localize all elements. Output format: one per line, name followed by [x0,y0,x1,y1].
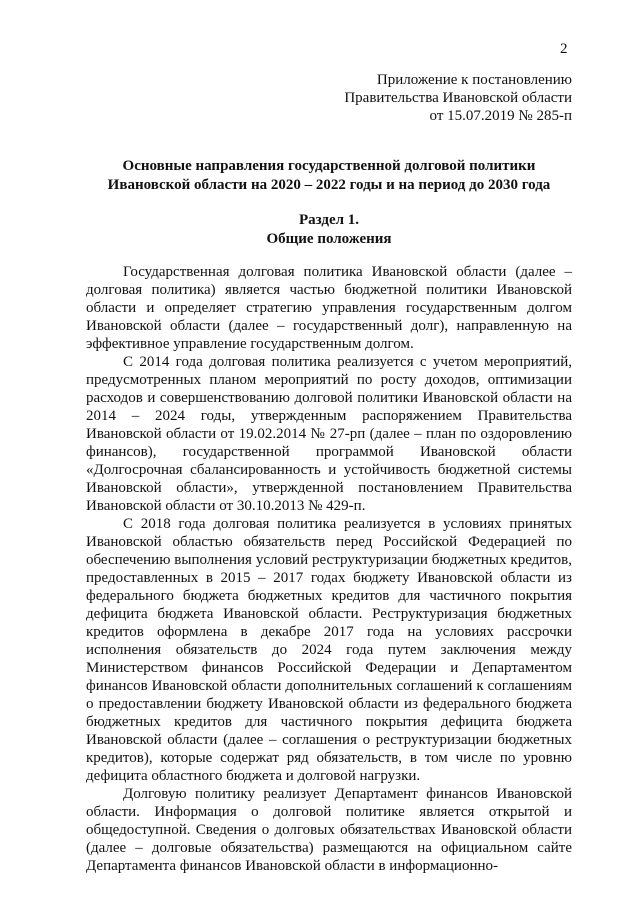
document-title-line-2: Ивановской области на 2020 – 2022 годы и на период до 2030 года [107,177,551,193]
appendix-line-2: Правительства Ивановской области [344,90,572,106]
appendix-line-3: от 15.07.2019 № 285-п [429,108,572,124]
paragraph: С 2018 года долговая политика реализуется в условиях принятых Ивановской областью обязательств перед Российской Федерацией по обеспечению выполнения условий реструктуризации бюджетных кредитов, предоставленных в 2015 – 2017 годах бюджету Ивановской области из федерального бюджета бюджетных кредитов для частичного покрытия дефицита бюджета Ивановской области. Реструктуризация бюджетных кредитов оформлена в декабре 2017 года на условиях рассрочки исполнения обязательств до 2024 года путем заключения между Министерством финансов Российской Федерации и Департаментом финансов Ивановской области дополнительных соглашений к соглашениям о предоставлении бюджету Ивановской области из федерального бюджета бюджетных кредитов для частичного покрытия дефицита бюджета Ивановской области (далее – соглашения о реструктуризации бюджетных кредитов), которые содержат ряд обязательств, в том числе по уровню дефицита областного бюджета и долговой нагрузки. [86,516,572,784]
body-text [86,263,572,875]
paragraph: С 2014 года долговая политика реализуется с учетом мероприятий, предусмотренных планом мероприятий по росту доходов, оптимизации расходов и совершенствованию долговой политики Ивановской области на 2014 – 2024 годы, утвержденным распоряжением Правительства Ивановской области от 19.02.2014 № 27-рп (далее – план по оздоровлению финансов), государственной программой Ивановской области «Долгосрочная сбалансированность и устойчивость бюджетной системы Ивановской области», утвержденной постановлением Правительства Ивановской области от 30.10.2013 № 429-п. [86,354,572,514]
paragraph: Государственная долговая политика Ивановской области (далее – долговая политика) является частью бюджетной политики Ивановской области и определяет стратегию управления государственным долгом Ивановской области (далее – государственный долг), направленную на эффективное управление государственным долгом. [86,264,572,352]
appendix-line-1: Приложение к постановлению [376,72,572,88]
section-heading [86,211,572,249]
document-title-line-1: Основные направления государственной долговой политики [122,158,536,174]
appendix-reference [272,71,572,125]
document-title [86,157,572,195]
section-name: Общие положения [266,231,392,247]
paragraph: Долговую политику реализует Департамент финансов Ивановской области. Информация о долговой политике является открытой и общедоступной. Сведения о долговых обязательствах Ивановской области (далее – долговые обязательства) размещаются на официальном сайте Департамента финансов Ивановской области в информационно- [86,786,572,874]
page-number: 2 [560,41,568,57]
section-number: Раздел 1. [298,212,360,228]
